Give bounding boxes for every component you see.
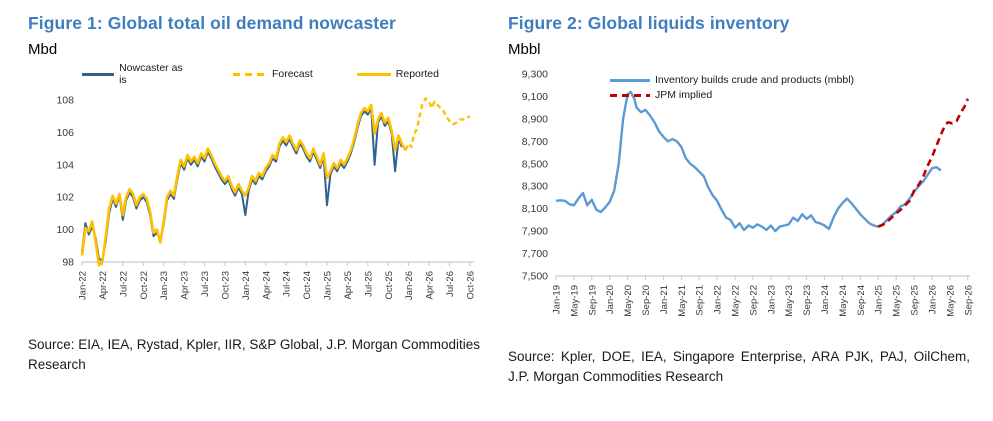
legend-label: Forecast — [271, 68, 313, 80]
svg-text:108: 108 — [56, 94, 74, 107]
svg-text:May-21: May-21 — [676, 285, 688, 317]
svg-text:9,300: 9,300 — [521, 68, 548, 81]
svg-text:Sep-19: Sep-19 — [587, 285, 599, 316]
svg-text:Jan-26: Jan-26 — [404, 271, 416, 301]
svg-text:7,900: 7,900 — [521, 225, 548, 238]
figure1-title: Figure 1: Global total oil demand nowcaster — [28, 13, 396, 33]
svg-text:104: 104 — [56, 159, 74, 172]
svg-text:102: 102 — [56, 191, 74, 204]
svg-text:Sep-25: Sep-25 — [909, 285, 921, 316]
svg-text:Sep-24: Sep-24 — [855, 285, 867, 316]
svg-text:Jan-19: Jan-19 — [551, 285, 563, 315]
svg-text:Jul-25: Jul-25 — [363, 271, 375, 297]
svg-text:Sep-22: Sep-22 — [748, 285, 760, 316]
svg-text:8,700: 8,700 — [521, 135, 548, 148]
svg-text:Jan-25: Jan-25 — [873, 285, 885, 315]
svg-text:Apr-23: Apr-23 — [179, 271, 191, 300]
svg-text:May-20: May-20 — [623, 285, 635, 317]
figure1-unit-label: Mbd — [28, 41, 58, 58]
svg-text:Oct-24: Oct-24 — [302, 271, 314, 300]
svg-text:8,500: 8,500 — [521, 158, 548, 171]
svg-text:May-26: May-26 — [945, 285, 957, 317]
figure1-line-chart — [28, 86, 483, 320]
inventory-line-swatch — [610, 79, 650, 82]
svg-text:100: 100 — [56, 224, 74, 237]
svg-text:May-23: May-23 — [784, 285, 796, 317]
nowcaster-line-swatch — [82, 73, 114, 76]
svg-text:8,300: 8,300 — [521, 180, 548, 193]
legend-label: Reported — [395, 68, 439, 80]
svg-text:Jul-26: Jul-26 — [445, 271, 456, 297]
figure1-chart-area — [28, 86, 483, 325]
legend-item-nowcaster — [82, 62, 189, 86]
reported-line-swatch — [357, 73, 391, 76]
legend-label: JPM implied — [655, 89, 713, 101]
svg-text:Jan-24: Jan-24 — [820, 285, 832, 315]
svg-text:9,100: 9,100 — [521, 90, 548, 103]
svg-text:Sep-26: Sep-26 — [963, 285, 975, 316]
figure2-panel — [508, 13, 986, 421]
svg-text:May-24: May-24 — [837, 285, 849, 317]
svg-text:Jan-22: Jan-22 — [712, 285, 724, 315]
svg-text:Jan-26: Jan-26 — [927, 285, 939, 315]
svg-text:Apr-22: Apr-22 — [97, 271, 109, 300]
svg-text:Oct-26: Oct-26 — [465, 271, 477, 300]
svg-text:Jul-23: Jul-23 — [200, 271, 211, 297]
svg-text:8,900: 8,900 — [521, 113, 548, 126]
svg-text:Apr-24: Apr-24 — [261, 271, 273, 300]
svg-text:Apr-26: Apr-26 — [424, 271, 436, 300]
figure2-unit-label: Mbbl — [508, 41, 541, 58]
legend-label: Nowcaster as is — [119, 62, 183, 86]
figure2-title: Figure 2: Global liquids inventory — [508, 13, 790, 33]
svg-text:Sep-20: Sep-20 — [641, 285, 653, 316]
svg-text:98: 98 — [62, 256, 74, 269]
svg-text:Jan-23: Jan-23 — [159, 271, 171, 301]
svg-text:106: 106 — [56, 126, 74, 139]
svg-text:Oct-23: Oct-23 — [220, 271, 232, 300]
figure1-legend — [82, 62, 483, 86]
svg-text:Apr-25: Apr-25 — [342, 271, 354, 300]
svg-text:Oct-25: Oct-25 — [383, 271, 395, 300]
svg-text:Jan-22: Jan-22 — [77, 271, 89, 301]
legend-item-reported — [357, 68, 439, 80]
svg-text:May-19: May-19 — [569, 285, 581, 317]
svg-text:Jan-21: Jan-21 — [658, 285, 670, 315]
jpm-implied-line-swatch — [610, 94, 650, 97]
svg-text:May-25: May-25 — [891, 285, 903, 317]
figure2-source: Source: Kpler, DOE, IEA, Singapore Enterprise, ARA PJK, PAJ, OilChem, J.P. Morgan Commodities Research — [508, 349, 970, 385]
legend-item-forecast — [233, 68, 313, 80]
svg-text:8,100: 8,100 — [521, 203, 548, 216]
svg-text:7,500: 7,500 — [521, 270, 548, 283]
figure2-legend — [610, 74, 854, 104]
svg-text:Jan-25: Jan-25 — [322, 271, 334, 301]
svg-text:Jul-22: Jul-22 — [118, 271, 130, 297]
svg-text:Jul-24: Jul-24 — [281, 271, 293, 297]
svg-text:Jan-23: Jan-23 — [766, 285, 778, 315]
svg-text:Jan-24: Jan-24 — [240, 271, 252, 301]
svg-text:Oct-22: Oct-22 — [138, 271, 150, 300]
legend-label: Inventory builds crude and products (mbbl) — [655, 74, 855, 86]
figure2-chart-area — [508, 58, 986, 337]
figure1-panel — [28, 13, 483, 421]
forecast-line-swatch — [233, 73, 267, 76]
svg-text:Sep-21: Sep-21 — [694, 285, 706, 316]
svg-text:Sep-23: Sep-23 — [802, 285, 814, 316]
svg-text:Jan-20: Jan-20 — [605, 285, 617, 315]
svg-text:May-22: May-22 — [730, 285, 742, 317]
legend-item-inventory — [610, 74, 854, 86]
svg-text:7,700: 7,700 — [521, 248, 548, 261]
legend-item-jpm-implied — [610, 89, 854, 101]
figure1-source: Source: EIA, IEA, Rystad, Kpler, IIR, S&P Global, J.P. Morgan Commodities Research — [28, 337, 480, 373]
